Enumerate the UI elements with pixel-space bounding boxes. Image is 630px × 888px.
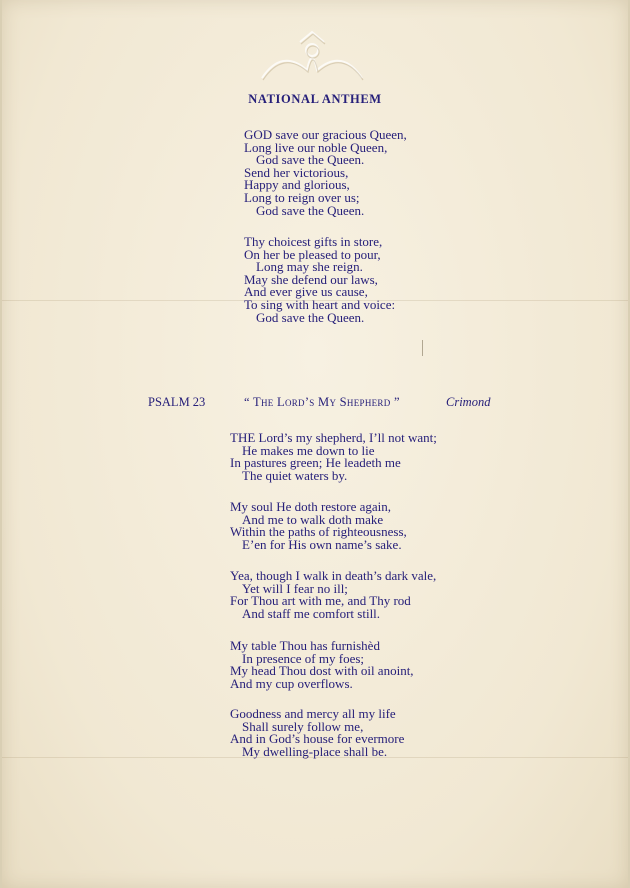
verse-line: The quiet waters by. — [242, 467, 348, 483]
psalm-verse-4 — [230, 640, 414, 690]
verse-line: My soul He doth restore again, — [230, 499, 392, 514]
verse-line: Long to reign over us; — [244, 189, 360, 205]
verse-line: God save the Queen. — [256, 309, 365, 325]
verse-line: Long may she reign. — [256, 259, 363, 275]
psalm-verse-2 — [230, 501, 407, 551]
embossed-crest-icon — [252, 28, 372, 96]
verse-line: In presence of my foes; — [242, 650, 365, 666]
verse-line: He makes me down to lie — [242, 442, 375, 458]
verse-line: On her be pleased to pour, — [244, 246, 381, 262]
psalm-number: PSALM 23 — [148, 395, 206, 409]
verse-line: My table Thou has furnishèd — [230, 638, 380, 653]
verse-line: Happy and glorious, — [244, 177, 350, 193]
verse-line: And in God’s house for evermore — [230, 731, 405, 747]
anthem-verse-2 — [244, 236, 395, 324]
verse-line: THE Lord’s my shepherd, I’ll not want; — [230, 430, 437, 445]
verse-line: And my cup overflows. — [230, 675, 353, 691]
verse-line: To sing with heart and voice: — [244, 296, 396, 312]
verse-line: And staff me comfort still. — [242, 605, 381, 621]
anthem-verse-1 — [244, 129, 407, 217]
verse-line: E’en for His own name’s sake. — [242, 536, 402, 552]
verse-line: Shall surely follow me, — [242, 718, 364, 734]
psalm-title: “ The Lord’s My Shepherd ” — [244, 395, 400, 409]
verse-line: My head Thou dost with oil anoint, — [230, 663, 414, 679]
verse-line: And me to walk doth make — [242, 511, 384, 527]
psalm-verse-5 — [230, 708, 404, 758]
verse-line: Send her victorious, — [244, 164, 349, 180]
verse-line: Yea, though I walk in death’s dark vale, — [230, 568, 437, 583]
psalm-tune: Crimond — [446, 395, 491, 409]
verse-line: God save the Queen. — [256, 202, 365, 218]
psalm-verse-1 — [230, 432, 437, 482]
verse-line: For Thou art with me, and Thy rod — [230, 593, 411, 609]
anthem-title: NATIONAL ANTHEM — [248, 92, 382, 106]
verse-line: My dwelling-place shall be. — [242, 743, 388, 759]
verse-line: God save the Queen. — [256, 152, 365, 168]
verse-line: GOD save our gracious Queen, — [244, 127, 407, 142]
verse-line: Within the paths of righteousness, — [230, 524, 407, 540]
paper-mark — [422, 340, 423, 356]
printed-page — [2, 0, 628, 888]
verse-line: Long live our noble Queen, — [244, 139, 388, 155]
verse-line: And ever give us cause, — [244, 284, 368, 300]
verse-line: In pastures green; He leadeth me — [230, 455, 401, 471]
verse-line: May she defend our laws, — [244, 271, 378, 287]
psalm-verse-3 — [230, 570, 436, 620]
verse-line: Thy choicest gifts in store, — [244, 234, 383, 249]
verse-line: Yet will I fear no ill; — [242, 580, 348, 596]
verse-line: Goodness and mercy all my life — [230, 706, 396, 721]
